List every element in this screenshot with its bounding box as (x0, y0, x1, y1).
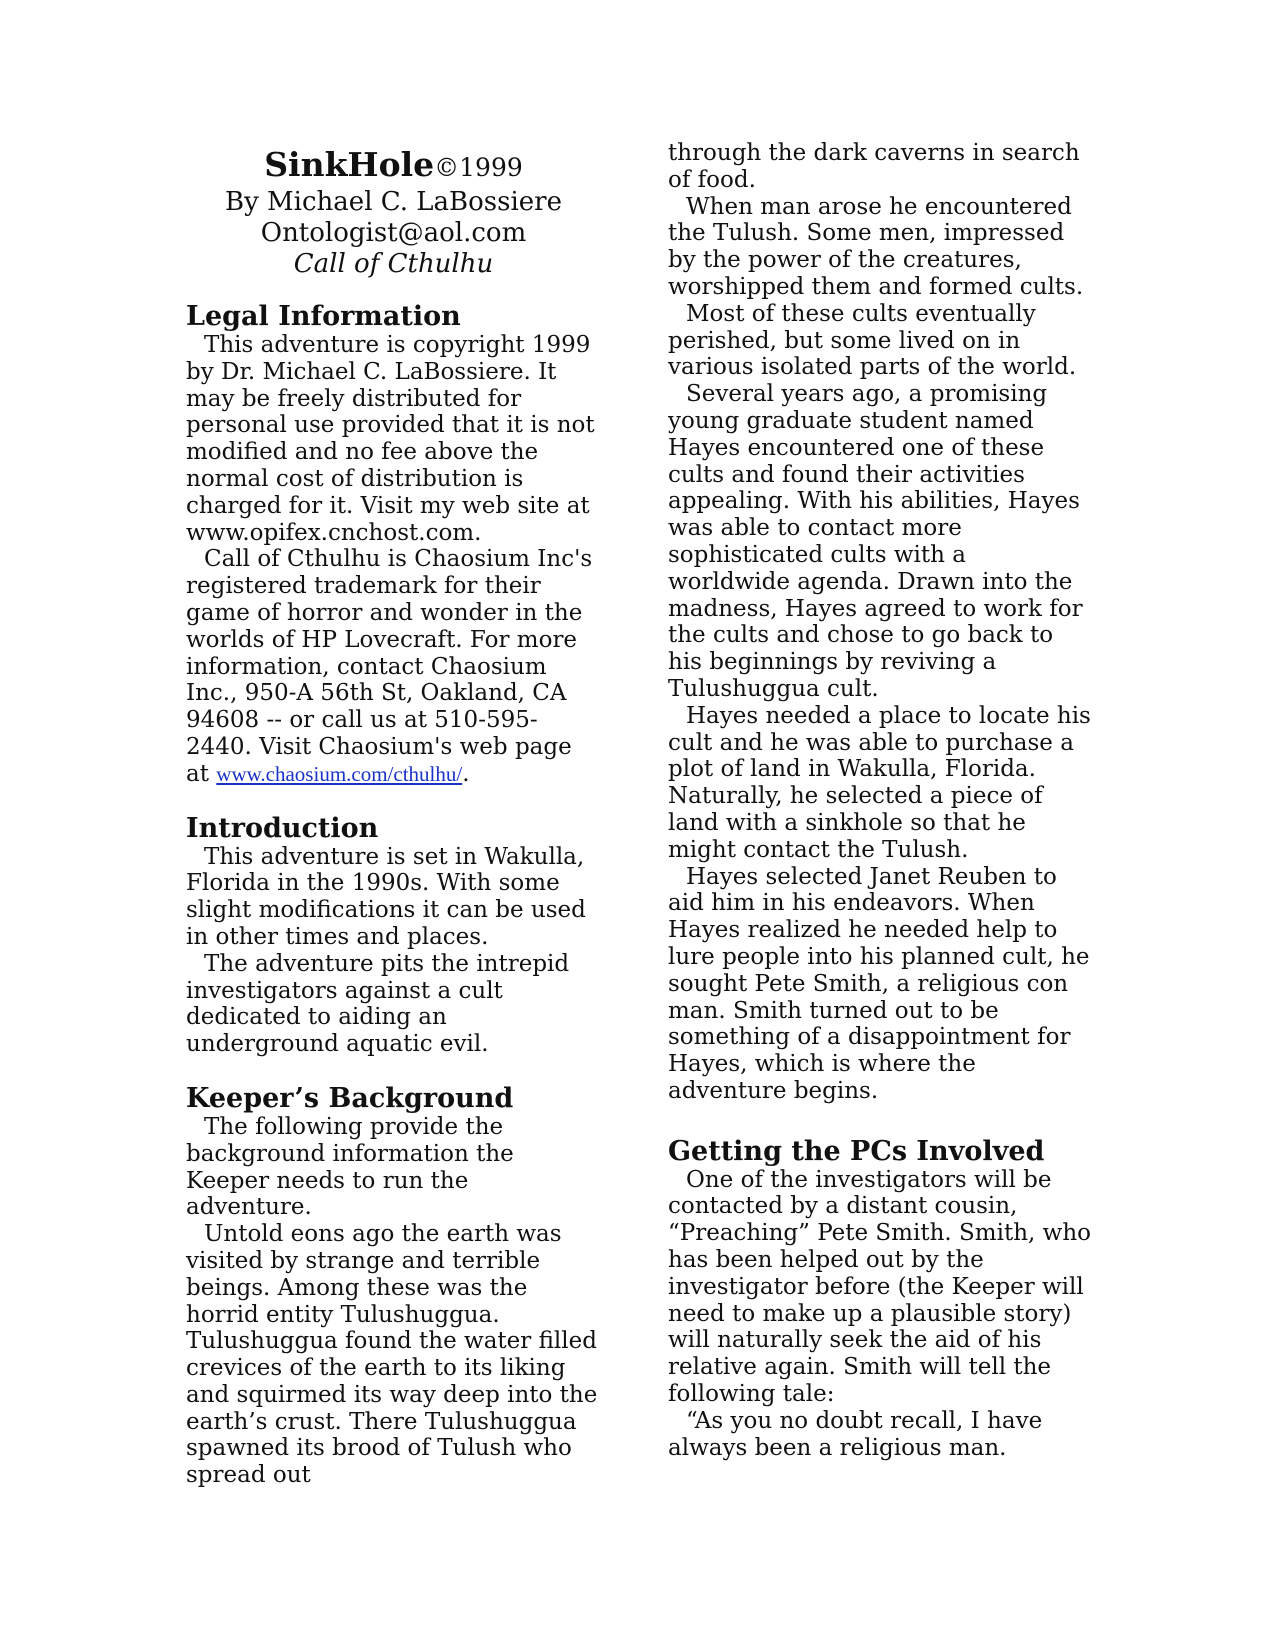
paragraph: This adventure is set in Wakulla, Florida in the 1990s. With some slight modifications it can be used in other times and places. (186, 843, 586, 950)
heading-legal: Legal Information (186, 301, 461, 332)
paragraph: “As you no doubt recall, I have always been a religious man. (668, 1407, 1043, 1461)
title-block (186, 146, 601, 280)
copyright-mark: ©1999 (434, 153, 523, 182)
website-text: www.opifex.cnchost.com. (186, 519, 482, 546)
section-getting-pcs-involved (668, 1137, 1093, 1462)
paragraph: When man arose he encountered the Tulush. Some men, impressed by the power of the creatures, worshipped them and formed cults. (668, 193, 1084, 300)
paragraph: Hayes selected Janet Reuben to aid him in his endeavors. When Hayes realized he needed help to lure people into his planned cult, he sought Pete Smith, a religious con man. Smith turned out to be something of a disappointment for Hayes, which is where the adventure begins. (668, 863, 1090, 1104)
paragraph: One of the investigators will be contacted by a distant cousin, “Preaching” Pete Smith. Smith, who has been helped out by the investigator before (the Keeper will need to make up a plausible story) will naturally seek the aid of his relative again. Smith will tell the following tale: (668, 1166, 1091, 1408)
link-period: . (462, 760, 470, 787)
heading-getting-pcs-involved: Getting the PCs Involved (668, 1135, 1045, 1167)
title-text: SinkHole (264, 145, 435, 184)
page-title (186, 146, 601, 187)
game-name: Call of Cthulhu (293, 249, 494, 279)
section-legal (186, 302, 601, 788)
paragraph-continued: through the dark caverns in search of food. (668, 140, 1080, 193)
right-column (668, 140, 1093, 1461)
paragraph (186, 546, 601, 787)
heading-keeper-background: Keeper’s Background (186, 1082, 514, 1114)
heading-introduction: Introduction (186, 812, 379, 844)
paragraph: The following provide the background information the Keeper needs to run the adventure. (186, 1113, 514, 1221)
trademark-text: Call of Cthulhu is Chaosium Inc's registered trademark for their game of horror and wonder in the worlds of HP Lovecraft. For more information, contact Chaosium Inc., 950-A 56th St, Oakland, CA 94608 -- or call us at 510-595-2440. Visit Chaosium's web page at (186, 546, 593, 787)
section-introduction (186, 814, 601, 1058)
legal-text: This adventure is copyright 1999 by Dr. Michael C. LaBossiere. It may be freely distributed for personal use provided that it is not modified and no fee above the normal cost of distribution is charged for it. Visit my web site at (186, 332, 595, 519)
paragraph: Most of these cults eventually perished, but some lived on in various isolated parts of the world. (668, 300, 1077, 381)
author-line: By Michael C. LaBossiere (225, 187, 562, 217)
paragraph (186, 332, 601, 546)
left-column (186, 140, 601, 1489)
paragraph: Untold eons ago the earth was visited by strange and terrible beings. Among these was the horrid entity Tulushuggua. Tulushuggua found the water filled crevices of the earth to its liking and squirmed its way deep into the earth’s crust. There Tulushuggua spawned its brood of Tulush who spread out (186, 1221, 598, 1489)
author-email: Ontologist@aol.com (260, 218, 527, 248)
section-keeper-background (186, 1084, 601, 1489)
paragraph: The adventure pits the intrepid investigators against a cult dedicated to aiding an underground aquatic evil. (186, 950, 570, 1058)
chaosium-link[interactable]: www.chaosium.com/cthulhu/ (216, 761, 463, 786)
paragraph: Hayes needed a place to locate his cult and he was able to purchase a plot of land in Wakulla, Florida. Naturally, he selected a piece of land with a sinkhole so that he might contact the Tulush. (668, 702, 1091, 863)
paragraph: Several years ago, a promising young graduate student named Hayes encountered one of these cults and found their activities appealing. With his abilities, Hayes was able to contact more sophisticated cults with a worldwide agenda. Drawn into the madness, Hayes agreed to work for the cults and chose to go back to his beginnings by reviving a Tulushuggua cult. (668, 381, 1083, 702)
